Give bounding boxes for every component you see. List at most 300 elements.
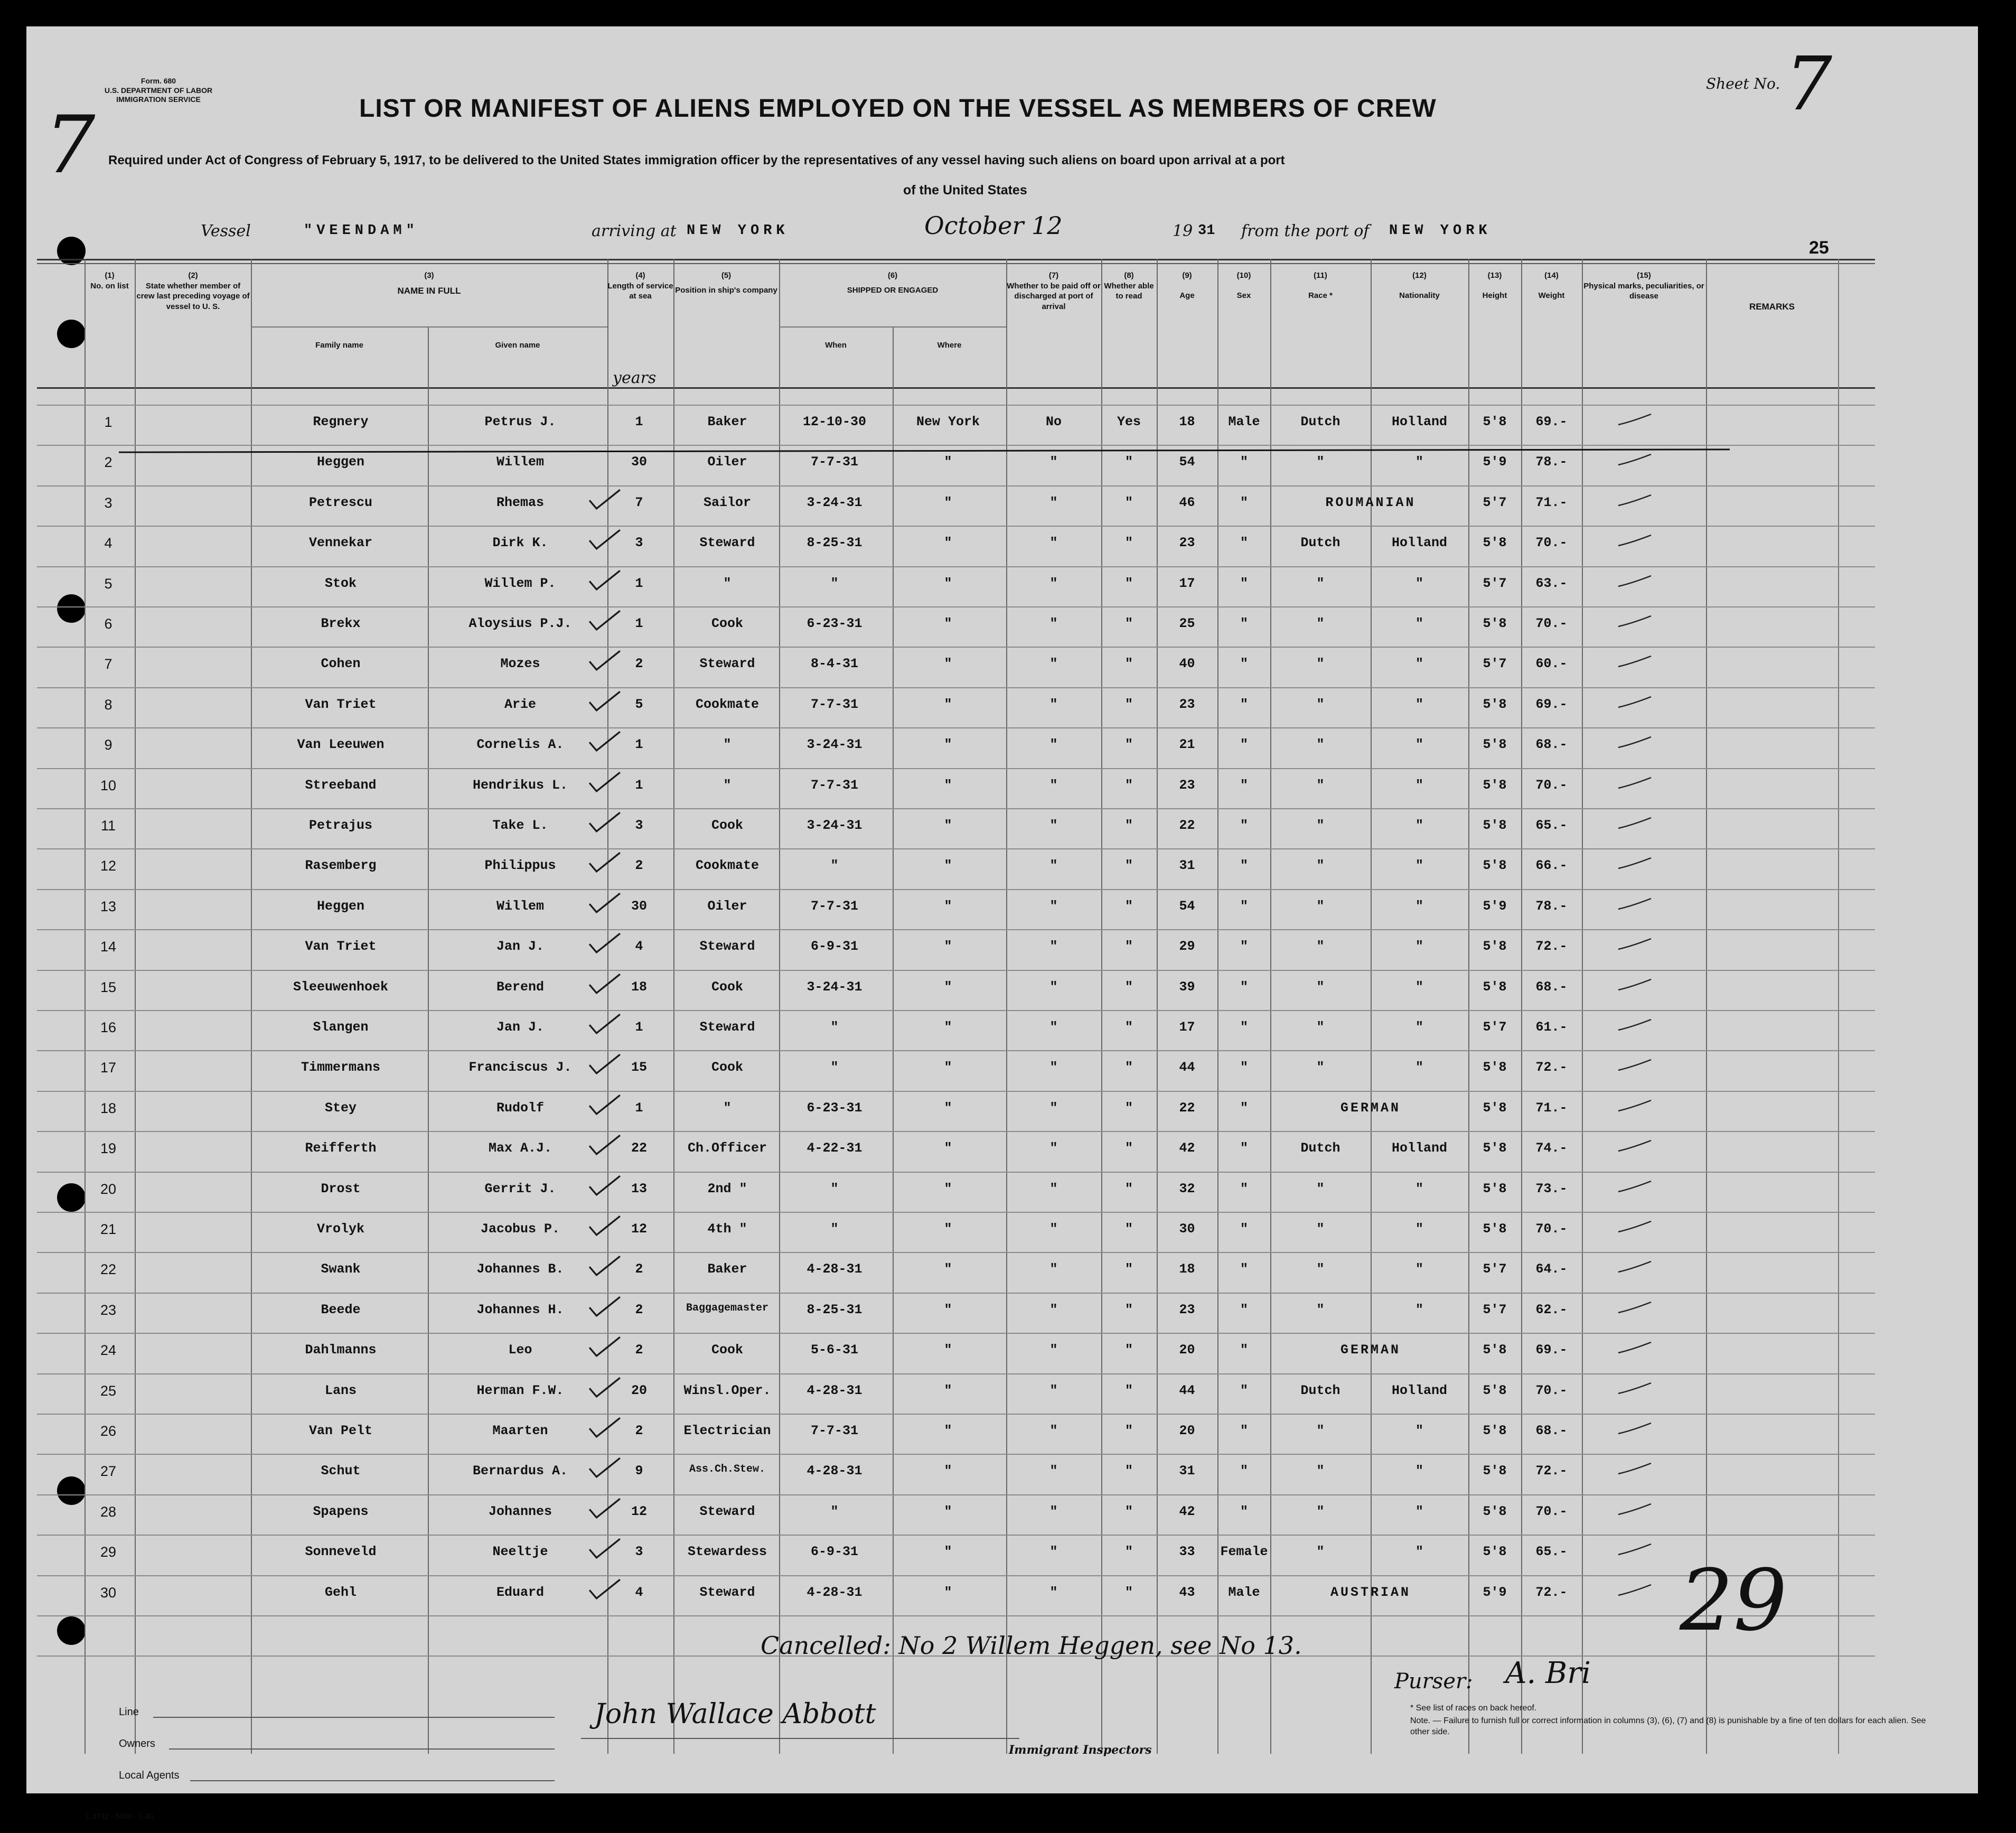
cell-weight: 78.- xyxy=(1535,899,1568,914)
cell-position: Cook xyxy=(711,1060,743,1075)
cell-paid-off: " xyxy=(1049,939,1058,954)
cell-position: Cookmate xyxy=(695,858,759,873)
column-header-last-voyage: (2) State whether member of crew last preceding voyage of vessel to U. S. xyxy=(136,271,250,311)
cell-sex: " xyxy=(1240,1383,1248,1398)
cell-shipped-when: 3-24-31 xyxy=(807,979,862,995)
check-mark-icon xyxy=(586,1377,623,1398)
cell-family-name: Drost xyxy=(321,1181,361,1196)
cell-paid-off: " xyxy=(1049,1221,1058,1237)
cell-position: Oiler xyxy=(707,899,747,914)
cell-shipped-when: 4-22-31 xyxy=(807,1140,862,1156)
physical-marks-dash-icon xyxy=(1616,533,1653,549)
cell-able-to-read: " xyxy=(1124,697,1133,712)
check-mark-icon xyxy=(586,690,623,712)
cell-height: 5'9 xyxy=(1483,899,1507,914)
physical-marks-dash-icon xyxy=(1616,1179,1653,1195)
cell-given-name: Maarten xyxy=(492,1423,548,1438)
cell-race: " xyxy=(1316,1060,1325,1075)
cell-shipped-when: 4-28-31 xyxy=(807,1261,862,1277)
cell-weight: 68.- xyxy=(1535,1423,1568,1438)
cell-position: Cook xyxy=(711,979,743,995)
cell-position: Steward xyxy=(699,656,755,671)
cell-service-years: 1 xyxy=(635,616,643,631)
cell-race: Dutch xyxy=(1300,414,1340,429)
cell-family-name: Lans xyxy=(324,1383,357,1398)
cell-shipped-when: " xyxy=(830,1181,839,1196)
cell-weight: 72.- xyxy=(1535,1060,1568,1075)
physical-marks-dash-icon xyxy=(1616,574,1653,590)
inspector-label: Immigrant Inspectors xyxy=(1009,1743,1152,1757)
cell-sex: Male xyxy=(1228,1585,1260,1600)
cell-paid-off: " xyxy=(1049,1504,1058,1519)
cell-position: Electrician xyxy=(683,1423,771,1438)
cell-sex: " xyxy=(1240,576,1248,591)
check-mark-icon xyxy=(586,973,623,994)
cell-race: " xyxy=(1316,697,1325,712)
cell-list-number: 28 xyxy=(100,1504,117,1520)
cell-list-number: 27 xyxy=(100,1463,117,1479)
cell-given-name: Eduard xyxy=(496,1585,544,1600)
check-mark-icon xyxy=(586,569,623,591)
local-agents-label: Local Agents xyxy=(119,1770,180,1781)
cell-age: 20 xyxy=(1179,1342,1195,1358)
cell-given-name: Berend xyxy=(496,979,544,995)
cell-service-years: 2 xyxy=(635,1261,643,1277)
cell-height: 5'9 xyxy=(1483,1585,1507,1600)
cell-race: " xyxy=(1316,818,1325,833)
cell-weight: 70.- xyxy=(1535,1383,1568,1398)
check-mark-icon xyxy=(586,489,623,510)
cell-weight: 72.- xyxy=(1535,1585,1568,1600)
cell-family-name: Van Triet xyxy=(305,939,377,954)
cell-age: 54 xyxy=(1179,454,1195,470)
check-mark-icon xyxy=(586,1013,623,1034)
cell-family-name: Van Leeuwen xyxy=(297,737,385,752)
check-mark-icon xyxy=(586,650,623,671)
cell-age: 23 xyxy=(1179,535,1195,550)
vessel-name: "VEENDAM" xyxy=(304,223,419,239)
cell-list-number: 6 xyxy=(104,616,112,632)
physical-marks-dash-icon xyxy=(1616,937,1653,952)
cell-age: 25 xyxy=(1179,616,1195,631)
cell-race: AUSTRIAN xyxy=(1330,1585,1411,1600)
cell-race: " xyxy=(1316,576,1325,591)
cell-height: 5'8 xyxy=(1483,1342,1507,1358)
cell-position: Ch.Officer xyxy=(687,1140,767,1156)
cell-family-name: Van Pelt xyxy=(308,1423,373,1438)
cell-position: Winsl.Oper. xyxy=(683,1383,771,1398)
cell-able-to-read: " xyxy=(1124,1060,1133,1075)
cell-service-years: 20 xyxy=(631,1383,647,1398)
column-header-family-name: Family name xyxy=(315,341,363,350)
cell-position: Steward xyxy=(699,1020,755,1035)
cell-list-number: 10 xyxy=(100,778,117,793)
cell-list-number: 4 xyxy=(104,535,112,551)
cell-age: 22 xyxy=(1179,818,1195,833)
cell-able-to-read: " xyxy=(1124,1342,1133,1358)
cell-shipped-when: 12-10-30 xyxy=(802,414,867,429)
cell-given-name: Philippus xyxy=(484,858,556,873)
cell-shipped-when: 7-7-31 xyxy=(810,778,858,793)
cell-shipped-when: 8-4-31 xyxy=(810,656,858,671)
cell-weight: 64.- xyxy=(1535,1261,1568,1277)
cell-nationality: " xyxy=(1415,1261,1423,1277)
column-header-when: When xyxy=(825,341,847,350)
cell-service-years: 1 xyxy=(635,1100,643,1116)
cell-age: 31 xyxy=(1179,1463,1195,1479)
print-code: T. 3732 - 5000 - 1-30. xyxy=(85,1812,155,1820)
punch-hole xyxy=(57,1616,86,1645)
cell-service-years: 2 xyxy=(635,1423,643,1438)
cell-shipped-where: " xyxy=(944,697,952,712)
cell-age: 31 xyxy=(1179,858,1195,873)
cell-family-name: Gehl xyxy=(324,1585,357,1600)
cell-age: 21 xyxy=(1179,737,1195,752)
cell-weight: 72.- xyxy=(1535,939,1568,954)
cell-race: GERMAN xyxy=(1340,1342,1401,1358)
cell-age: 18 xyxy=(1179,1261,1195,1277)
cell-paid-off: " xyxy=(1049,1463,1058,1479)
cell-able-to-read: " xyxy=(1124,1423,1133,1438)
cell-given-name: Jacobus P. xyxy=(480,1221,560,1237)
page-title: LIST OR MANIFEST OF ALIENS EMPLOYED ON THE VESSEL AS MEMBERS OF CREW xyxy=(359,95,1437,123)
cell-position: Steward xyxy=(699,1504,755,1519)
cell-service-years: 3 xyxy=(635,1544,643,1559)
cell-age: 54 xyxy=(1179,899,1195,914)
cell-height: 5'8 xyxy=(1483,1100,1507,1116)
cell-race: ROUMANIAN xyxy=(1325,495,1416,510)
cell-given-name: Johannes xyxy=(488,1504,552,1519)
vessel-label: Vessel xyxy=(201,222,251,240)
cell-nationality: " xyxy=(1415,1423,1423,1438)
cell-given-name: Arie xyxy=(504,697,536,712)
cell-family-name: Sonneveld xyxy=(305,1544,377,1559)
check-mark-icon xyxy=(586,1538,623,1559)
cell-service-years: 2 xyxy=(635,858,643,873)
physical-marks-dash-icon xyxy=(1616,1583,1653,1598)
cell-paid-off: " xyxy=(1049,616,1058,631)
cell-able-to-read: " xyxy=(1124,1504,1133,1519)
cell-service-years: 7 xyxy=(635,495,643,510)
cell-nationality: " xyxy=(1415,454,1423,470)
cell-height: 5'7 xyxy=(1483,656,1507,671)
cell-paid-off: " xyxy=(1049,979,1058,995)
cell-given-name: Franciscus J. xyxy=(468,1060,572,1075)
cell-paid-off: No xyxy=(1045,414,1062,429)
service-unit: years xyxy=(613,369,657,387)
cell-shipped-when: " xyxy=(830,1221,839,1237)
cell-nationality: Holland xyxy=(1391,414,1448,429)
cell-paid-off: " xyxy=(1049,1342,1058,1358)
cell-nationality: " xyxy=(1415,616,1423,631)
cell-nationality: " xyxy=(1415,1060,1423,1075)
cell-position: Cook xyxy=(711,616,743,631)
cell-weight: 65.- xyxy=(1535,1544,1568,1559)
cell-paid-off: " xyxy=(1049,1585,1058,1600)
cell-given-name: Petrus J. xyxy=(484,414,556,429)
cell-height: 5'7 xyxy=(1483,576,1507,591)
cell-paid-off: " xyxy=(1049,656,1058,671)
cell-paid-off: " xyxy=(1049,1060,1058,1075)
year-suffix: 31 xyxy=(1198,223,1215,239)
cell-service-years: 1 xyxy=(635,414,643,429)
cell-nationality: " xyxy=(1415,1181,1423,1196)
cell-able-to-read: " xyxy=(1124,818,1133,833)
cell-given-name: Take L. xyxy=(492,818,548,833)
cell-shipped-where: " xyxy=(944,939,952,954)
cell-list-number: 29 xyxy=(100,1544,117,1560)
cell-able-to-read: " xyxy=(1124,1585,1133,1600)
cell-age: 23 xyxy=(1179,697,1195,712)
cell-paid-off: " xyxy=(1049,1544,1058,1559)
cell-weight: 71.- xyxy=(1535,495,1568,510)
cell-family-name: Petrajus xyxy=(308,818,373,833)
cell-weight: 70.- xyxy=(1535,778,1568,793)
cell-sex: " xyxy=(1240,818,1248,833)
cell-able-to-read: " xyxy=(1124,979,1133,995)
cell-age: 32 xyxy=(1179,1181,1195,1196)
physical-marks-dash-icon xyxy=(1616,1259,1653,1275)
cell-shipped-when: 3-24-31 xyxy=(807,818,862,833)
cell-weight: 69.- xyxy=(1535,414,1568,429)
physical-marks-dash-icon xyxy=(1616,1058,1653,1073)
margin-mark: 7 xyxy=(45,99,96,191)
cell-height: 5'8 xyxy=(1483,1463,1507,1479)
cell-weight: 70.- xyxy=(1535,616,1568,631)
check-mark-icon xyxy=(586,1296,623,1317)
cell-service-years: 2 xyxy=(635,1342,643,1358)
cell-age: 17 xyxy=(1179,1020,1195,1035)
cell-age: 40 xyxy=(1179,656,1195,671)
cell-race: " xyxy=(1316,1261,1325,1277)
cell-age: 44 xyxy=(1179,1060,1195,1075)
cell-paid-off: " xyxy=(1049,1140,1058,1156)
cell-family-name: Brekx xyxy=(321,616,361,631)
cell-sex: " xyxy=(1240,778,1248,793)
cell-age: 22 xyxy=(1179,1100,1195,1116)
cell-weight: 60.- xyxy=(1535,656,1568,671)
cell-list-number: 17 xyxy=(100,1060,117,1076)
cell-nationality: " xyxy=(1415,656,1423,671)
cell-sex: " xyxy=(1240,495,1248,510)
cell-race: " xyxy=(1316,616,1325,631)
cell-family-name: Slangen xyxy=(313,1020,369,1035)
cell-able-to-read: " xyxy=(1124,1181,1133,1196)
cell-sex: " xyxy=(1240,454,1248,470)
check-mark-icon xyxy=(586,1336,623,1357)
cell-height: 5'7 xyxy=(1483,1302,1507,1317)
cell-paid-off: " xyxy=(1049,495,1058,510)
cell-nationality: " xyxy=(1415,576,1423,591)
physical-marks-dash-icon xyxy=(1616,775,1653,791)
cell-list-number: 30 xyxy=(100,1585,117,1601)
cell-weight: 72.- xyxy=(1535,1463,1568,1479)
cell-sex: " xyxy=(1240,1100,1248,1116)
cell-shipped-where: " xyxy=(944,858,952,873)
cell-height: 5'8 xyxy=(1483,1221,1507,1237)
cell-list-number: 22 xyxy=(100,1261,117,1277)
cell-paid-off: " xyxy=(1049,858,1058,873)
cell-age: 44 xyxy=(1179,1383,1195,1398)
cell-nationality: " xyxy=(1415,899,1423,914)
cell-sex: " xyxy=(1240,1221,1248,1237)
cell-position: Ass.Ch.Stew. xyxy=(689,1463,766,1475)
cell-height: 5'8 xyxy=(1483,858,1507,873)
cell-race: " xyxy=(1316,1181,1325,1196)
cell-race: " xyxy=(1316,979,1325,995)
cell-shipped-when: 7-7-31 xyxy=(810,1423,858,1438)
physical-marks-dash-icon xyxy=(1616,614,1653,630)
service-name: IMMIGRATION SERVICE xyxy=(116,95,201,104)
cell-able-to-read: " xyxy=(1124,656,1133,671)
cell-age: 23 xyxy=(1179,778,1195,793)
column-header-name: (3) NAME IN FULL xyxy=(397,271,461,296)
cell-race: " xyxy=(1316,1504,1325,1519)
year-prefix: 19 xyxy=(1173,222,1193,240)
check-mark-icon xyxy=(586,811,623,833)
cell-able-to-read: " xyxy=(1124,737,1133,752)
column-header-nationality: (12) Nationality xyxy=(1399,271,1440,300)
cell-sex: " xyxy=(1240,535,1248,550)
cell-shipped-where: " xyxy=(944,1463,952,1479)
cell-height: 5'8 xyxy=(1483,1544,1507,1559)
cell-given-name: Dirk K. xyxy=(492,535,548,550)
cell-paid-off: " xyxy=(1049,535,1058,550)
cell-list-number: 23 xyxy=(100,1302,117,1318)
cell-given-name: Rudolf xyxy=(496,1100,544,1116)
cell-service-years: 30 xyxy=(631,899,647,914)
cell-shipped-when: " xyxy=(830,858,839,873)
cell-service-years: 4 xyxy=(635,939,643,954)
cell-list-number: 7 xyxy=(104,656,112,672)
cell-paid-off: " xyxy=(1049,1423,1058,1438)
cell-shipped-where: " xyxy=(944,616,952,631)
cell-shipped-where: " xyxy=(944,1020,952,1035)
cell-age: 39 xyxy=(1179,979,1195,995)
cell-shipped-when: 6-23-31 xyxy=(807,1100,862,1116)
cell-shipped-where: " xyxy=(944,495,952,510)
cell-age: 23 xyxy=(1179,1302,1195,1317)
cell-list-number: 16 xyxy=(100,1020,117,1035)
cell-family-name: Schut xyxy=(321,1463,361,1479)
cell-weight: 68.- xyxy=(1535,979,1568,995)
cell-shipped-where: " xyxy=(944,1585,952,1600)
cell-given-name: Rhemas xyxy=(496,495,544,510)
cell-service-years: 18 xyxy=(631,979,647,995)
cell-shipped-where: " xyxy=(944,979,952,995)
cell-position: Cook xyxy=(711,818,743,833)
cell-sex: " xyxy=(1240,656,1248,671)
cell-nationality: " xyxy=(1415,1544,1423,1559)
cell-given-name: Gerrit J. xyxy=(484,1181,556,1196)
physical-marks-dash-icon xyxy=(1616,1421,1653,1437)
check-mark-icon xyxy=(586,1215,623,1236)
cell-sex: " xyxy=(1240,939,1248,954)
physical-marks-dash-icon xyxy=(1616,1017,1653,1033)
cell-family-name: Stey xyxy=(324,1100,357,1116)
punch-hole xyxy=(57,1476,86,1505)
total-count: 29 xyxy=(1680,1551,1787,1650)
cell-list-number: 11 xyxy=(100,818,116,834)
cell-height: 5'8 xyxy=(1483,1504,1507,1519)
cell-shipped-when: " xyxy=(830,1504,839,1519)
check-mark-icon xyxy=(586,932,623,953)
cell-position: " xyxy=(723,737,732,752)
cell-paid-off: " xyxy=(1049,697,1058,712)
cell-nationality: " xyxy=(1415,1020,1423,1035)
cell-height: 5'9 xyxy=(1483,454,1507,470)
cell-given-name: Jan J. xyxy=(496,1020,544,1035)
cell-shipped-when: 6-9-31 xyxy=(810,939,858,954)
cell-nationality: " xyxy=(1415,1504,1423,1519)
cell-height: 5'8 xyxy=(1483,778,1507,793)
cell-race: " xyxy=(1316,899,1325,914)
check-mark-icon xyxy=(586,852,623,873)
check-mark-icon xyxy=(586,529,623,550)
cell-weight: 65.- xyxy=(1535,818,1568,833)
cell-age: 29 xyxy=(1179,939,1195,954)
column-header-age: (9) Age xyxy=(1179,271,1195,300)
cell-position: Oiler xyxy=(707,454,747,470)
punch-hole xyxy=(57,237,86,265)
cell-race: " xyxy=(1316,656,1325,671)
cell-shipped-when: 4-28-31 xyxy=(807,1585,862,1600)
cell-position: Baker xyxy=(707,414,747,429)
cell-paid-off: " xyxy=(1049,1302,1058,1317)
physical-marks-dash-icon xyxy=(1616,654,1653,670)
column-header-height: (13) Height xyxy=(1482,271,1507,300)
cell-race: " xyxy=(1316,1463,1325,1479)
cell-service-years: 22 xyxy=(631,1140,647,1156)
cell-position: Cookmate xyxy=(695,697,759,712)
cell-nationality: " xyxy=(1415,818,1423,833)
cell-age: 30 xyxy=(1179,1221,1195,1237)
cell-nationality: " xyxy=(1415,778,1423,793)
cell-race: " xyxy=(1316,939,1325,954)
check-mark-icon xyxy=(586,1175,623,1196)
cell-race: " xyxy=(1316,737,1325,752)
cell-position: " xyxy=(723,778,732,793)
cell-position: Steward xyxy=(699,535,755,550)
cell-sex: " xyxy=(1240,616,1248,631)
column-header-remarks: REMARKS xyxy=(1749,302,1795,312)
cell-able-to-read: " xyxy=(1124,1302,1133,1317)
cell-height: 5'8 xyxy=(1483,616,1507,631)
cell-position: " xyxy=(723,1100,732,1116)
cell-sex: " xyxy=(1240,899,1248,914)
cell-list-number: 25 xyxy=(100,1383,117,1399)
column-header-paid-off: (7) Whether to be paid off or discharged at port of arrival xyxy=(1007,271,1101,311)
cell-list-number: 8 xyxy=(104,697,112,713)
cell-list-number: 21 xyxy=(100,1221,117,1237)
cell-paid-off: " xyxy=(1049,1261,1058,1277)
physical-marks-dash-icon xyxy=(1616,1219,1653,1235)
cell-race: Dutch xyxy=(1300,1383,1340,1398)
cell-given-name: Hendrikus L. xyxy=(472,778,568,793)
cell-position: Baggagemaster xyxy=(686,1302,769,1314)
cell-shipped-where: " xyxy=(944,1423,952,1438)
column-header-service: (4) Length of service at sea xyxy=(607,271,673,301)
cell-height: 5'8 xyxy=(1483,1140,1507,1156)
cell-given-name: Willem xyxy=(496,899,544,914)
cell-sex: " xyxy=(1240,1504,1248,1519)
cell-nationality: " xyxy=(1415,858,1423,873)
cell-able-to-read: Yes xyxy=(1117,414,1141,429)
cell-paid-off: " xyxy=(1049,1100,1058,1116)
cell-race: " xyxy=(1316,1544,1325,1559)
cell-weight: 61.- xyxy=(1535,1020,1568,1035)
cell-able-to-read: " xyxy=(1124,1020,1133,1035)
